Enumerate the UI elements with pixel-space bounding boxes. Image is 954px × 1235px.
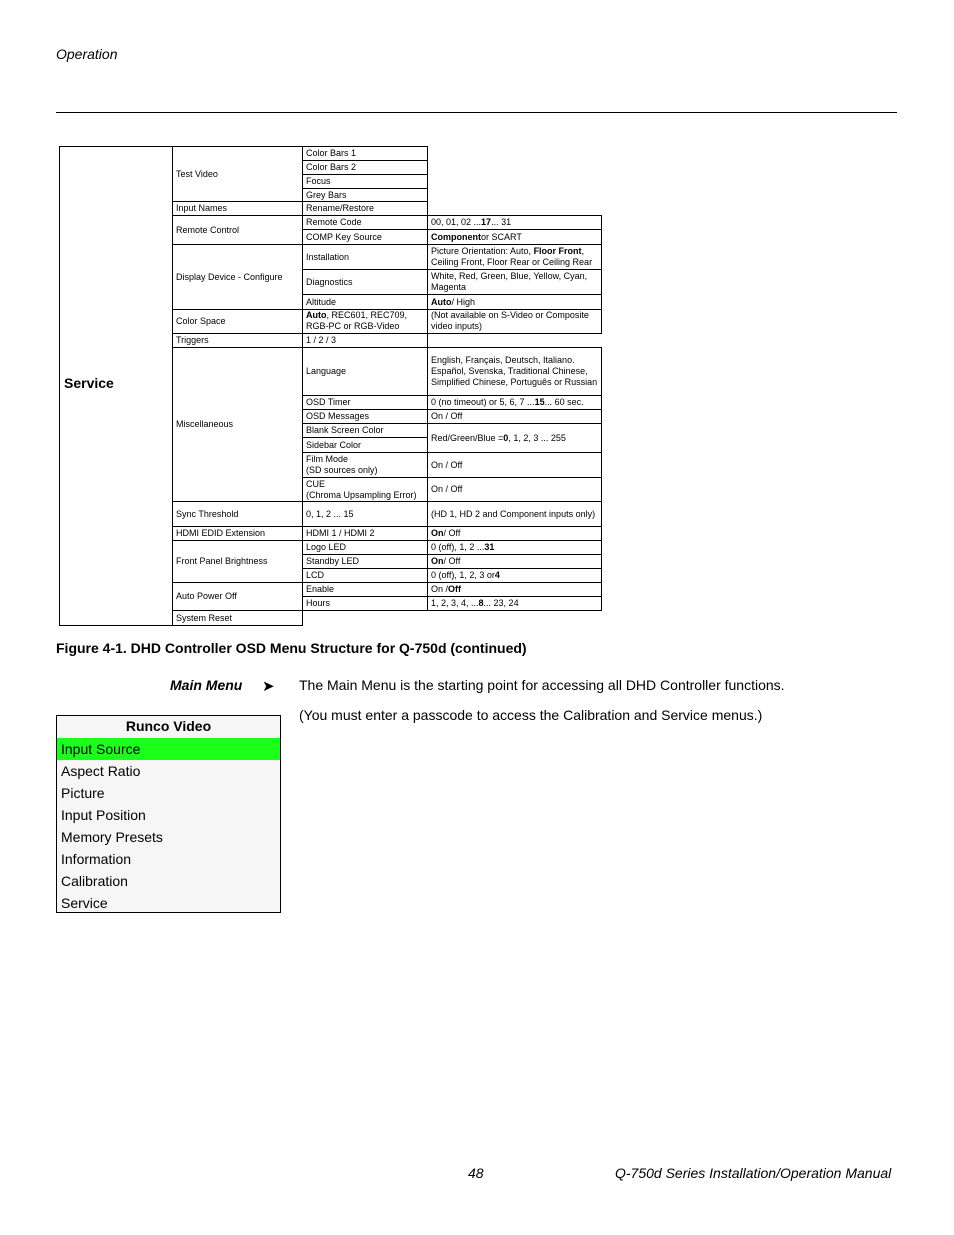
opt-comp-key-source: COMP Key Source bbox=[302, 229, 428, 245]
val-default: Component bbox=[431, 231, 481, 242]
item-auto-power-off: Auto Power Off bbox=[172, 582, 303, 611]
opt-sidebar-color: Sidebar Color bbox=[302, 437, 428, 453]
opt-altitude: Altitude bbox=[302, 294, 428, 310]
val-default: 17 bbox=[481, 217, 492, 227]
item-display-device: Display Device - Configure bbox=[172, 244, 303, 310]
val-text: ... 23, 24 bbox=[483, 598, 519, 608]
opt-hours: Hours bbox=[302, 596, 428, 611]
opt-focus: Focus bbox=[302, 174, 428, 189]
val-text: 0 (off), 1, 2 ... bbox=[431, 542, 485, 552]
opt-standby-led: Standby LED bbox=[302, 554, 428, 569]
service-label: Service bbox=[64, 375, 114, 391]
menu-item-input-source[interactable]: Input Source bbox=[57, 738, 280, 760]
val-default: Off bbox=[448, 584, 462, 594]
val-text: or SCART bbox=[481, 231, 522, 242]
passcode-note: (You must enter a passcode to access the Calibration and Service menus.) bbox=[299, 707, 763, 723]
val-text: / Off bbox=[443, 556, 461, 566]
item-hdmi-edid: HDMI EDID Extension bbox=[172, 526, 303, 541]
val-default: On bbox=[431, 556, 444, 566]
running-header: Operation bbox=[56, 46, 118, 62]
item-input-names: Input Names bbox=[172, 201, 303, 216]
opt-installation: Installation bbox=[302, 244, 428, 270]
menu-item-picture[interactable]: Picture bbox=[61, 785, 105, 801]
item-system-reset: System Reset bbox=[172, 610, 303, 626]
osd-main-menu bbox=[56, 715, 281, 913]
cue-label: CUE bbox=[306, 478, 326, 489]
val-text: / High bbox=[451, 296, 476, 307]
menu-item-memory-presets[interactable]: Memory Presets bbox=[61, 829, 163, 845]
opt-sync-threshold: 0, 1, 2 ... 15 bbox=[302, 501, 428, 527]
menu-item-information[interactable]: Information bbox=[61, 851, 132, 867]
opt-enable: Enable bbox=[302, 582, 428, 597]
menu-item-service[interactable]: Service bbox=[61, 895, 108, 911]
val-standby-led bbox=[427, 554, 602, 569]
val-text: Red/Green/Blue = bbox=[431, 432, 504, 443]
val-default: 15 bbox=[534, 397, 545, 407]
val-text: , Ceiling Front, Floor Rear or Ceiling Rear bbox=[431, 246, 593, 267]
val-default: On bbox=[431, 528, 444, 538]
val-cue: On / Off bbox=[427, 477, 602, 502]
val-enable bbox=[427, 582, 602, 597]
arrow-right-icon: ➤ bbox=[262, 678, 275, 695]
val-diagnostics: White, Red, Green, Blue, Yellow, Cyan, Magenta bbox=[427, 269, 602, 295]
val-sync-note: (HD 1, HD 2 and Component inputs only) bbox=[427, 501, 602, 527]
color-space-default: Auto bbox=[306, 310, 327, 320]
opt-cue bbox=[302, 477, 428, 502]
main-menu-label: Main Menu bbox=[170, 677, 243, 693]
val-remote-code bbox=[427, 215, 602, 230]
val-logo-led bbox=[427, 540, 602, 555]
val-text: 00, 01, 02 ... bbox=[431, 217, 482, 227]
val-hdmi-edid bbox=[427, 526, 602, 541]
item-test-video: Test Video bbox=[172, 146, 303, 202]
main-menu-description: The Main Menu is the starting point for accessing all DHD Controller functions. bbox=[299, 677, 785, 693]
menu-item-input-position[interactable]: Input Position bbox=[61, 807, 146, 823]
val-osd-timer bbox=[427, 395, 602, 410]
opt-remote-code: Remote Code bbox=[302, 215, 428, 230]
val-default: Floor Front bbox=[533, 246, 582, 256]
opt-hdmi-edid: HDMI 1 / HDMI 2 bbox=[302, 526, 428, 541]
val-installation bbox=[427, 244, 602, 270]
val-text: Picture Orientation: Auto, bbox=[431, 246, 534, 256]
val-default: 31 bbox=[484, 542, 495, 552]
val-default: 8 bbox=[478, 598, 484, 608]
val-altitude bbox=[427, 294, 602, 310]
opt-language: Language bbox=[302, 347, 428, 396]
figure-caption: Figure 4-1. DHD Controller OSD Menu Structure for Q-750d (continued) bbox=[56, 640, 527, 656]
opt-color-bars-1: Color Bars 1 bbox=[302, 146, 428, 161]
val-default: 0 bbox=[503, 432, 509, 443]
val-hours bbox=[427, 596, 602, 611]
val-text: , 1, 2, 3 ... 255 bbox=[508, 432, 566, 443]
val-language: English, Français, Deutsch, Italiano. Español, Svenska, Traditional Chinese, Simplified Chinese, Português or Russian bbox=[427, 347, 602, 396]
val-text: On / bbox=[431, 584, 449, 594]
item-triggers: Triggers bbox=[172, 333, 303, 348]
val-text: ... 31 bbox=[491, 217, 512, 227]
opt-blank-screen-color: Blank Screen Color bbox=[302, 423, 428, 438]
opt-osd-messages: OSD Messages bbox=[302, 409, 428, 424]
val-color-space-note: (Not available on S-Video or Composite video inputs) bbox=[427, 309, 602, 334]
opt-triggers: 1 / 2 / 3 bbox=[302, 333, 428, 348]
menu-item-aspect-ratio[interactable]: Aspect Ratio bbox=[61, 763, 141, 779]
val-film-mode: On / Off bbox=[427, 452, 602, 478]
item-color-space: Color Space bbox=[172, 309, 303, 334]
cue-note: (Chroma Upsampling Error) bbox=[306, 489, 417, 500]
opt-color-bars-2: Color Bars 2 bbox=[302, 160, 428, 175]
header-rule bbox=[56, 112, 897, 113]
opt-osd-timer: OSD Timer bbox=[302, 395, 428, 410]
val-text: / Off bbox=[443, 528, 461, 538]
val-lcd bbox=[427, 568, 602, 583]
color-space-options: , REC601, REC709, RGB-PC or RGB-Video bbox=[306, 310, 408, 331]
val-text: 1, 2, 3, 4, ... bbox=[431, 598, 479, 608]
val-default: Auto bbox=[431, 296, 452, 307]
opt-grey-bars: Grey Bars bbox=[302, 188, 428, 202]
osd-menu-title: Runco Video bbox=[125, 718, 212, 734]
val-osd-messages: On / Off bbox=[427, 409, 602, 424]
opt-film-mode bbox=[302, 452, 428, 478]
opt-rename-restore: Rename/Restore bbox=[302, 201, 428, 216]
item-miscellaneous: Miscellaneous bbox=[172, 347, 303, 502]
film-mode-note: (SD sources only) bbox=[306, 465, 378, 475]
service-cell bbox=[59, 146, 173, 626]
page-number: 48 bbox=[468, 1165, 484, 1181]
val-rgb-levels bbox=[427, 423, 602, 453]
opt-diagnostics: Diagnostics bbox=[302, 269, 428, 295]
val-text: ... 60 sec. bbox=[544, 397, 584, 407]
val-text: 0 (off), 1, 2, 3 or bbox=[431, 570, 495, 580]
menu-item-calibration[interactable]: Calibration bbox=[61, 873, 128, 889]
manual-title: Q-750d Series Installation/Operation Manual bbox=[615, 1165, 892, 1181]
val-text: 0 (no timeout) or 5, 6, 7 ... bbox=[431, 397, 535, 407]
film-mode-label: Film Mode bbox=[306, 454, 349, 464]
opt-color-space bbox=[302, 309, 428, 334]
opt-logo-led: Logo LED bbox=[302, 540, 428, 555]
val-comp-key-source bbox=[427, 229, 602, 245]
item-remote-control: Remote Control bbox=[172, 215, 303, 245]
opt-lcd: LCD bbox=[302, 568, 428, 583]
item-front-panel: Front Panel Brightness bbox=[172, 540, 303, 583]
item-sync-threshold: Sync Threshold bbox=[172, 501, 303, 527]
val-default: 4 bbox=[494, 570, 500, 580]
